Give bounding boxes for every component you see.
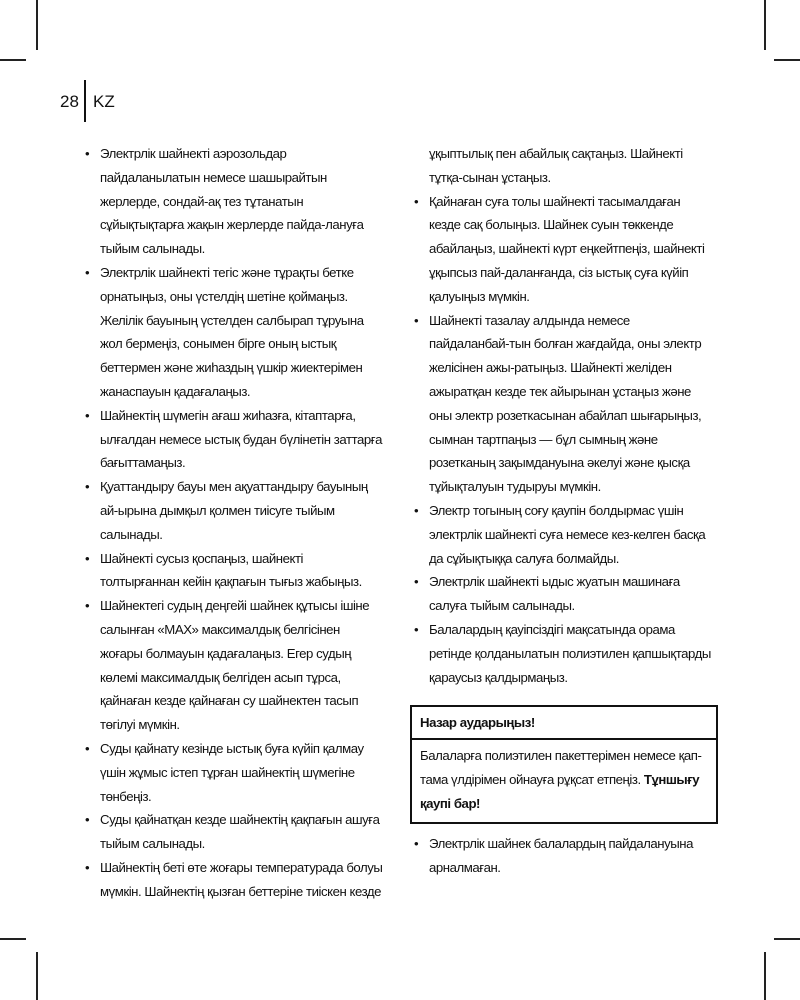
warning-title: Назар аударыңыз! (420, 715, 535, 731)
crop-mark (764, 952, 766, 1000)
header-divider (84, 80, 86, 122)
list-item: • Шайнекті сусыз қоспаңыз, шайнекті толтырғаннан кейін қақпағын тығыз жабыңыз. (83, 547, 383, 595)
warning-box (410, 705, 718, 823)
list-item: • Суды қайнату кезінде ыстық буға күйіп қалмау үшін жұмыс істеп тұрған шайнектің шүмегіне төнбеңіз. (83, 737, 383, 808)
list-item: • Қуаттандыру бауы мен ақуаттандыру бауының ай-ырына дымқыл қолмен тиісуге тыйым салынады. (83, 475, 383, 546)
list-item: • Электрлік шайнек балалардың пайдалануына арналмаған. (412, 832, 712, 880)
crop-mark (0, 59, 26, 61)
language-code: KZ (93, 92, 115, 111)
list-item: • Суды қайнатқан кезде шайнектің қақпағын ашуға тыйым салынады. (83, 808, 383, 856)
warning-text (420, 744, 708, 815)
list-item: • Электрлік шайнекті аэрозольдар пайдаланылатын немесе шашырайтын жерлерде, сондай-ақ тез тұтанатын сұйықтықтарға жақын жерлерде пайда-лануға тыйым салынады. (83, 142, 383, 261)
warning-divider (412, 738, 716, 740)
list-item: • Шайнектің беті өте жоғары температурада болуы мүмкін. Шайнектің қызған беттеріне тиіскен кезде (83, 856, 383, 904)
crop-mark (36, 0, 38, 50)
crop-mark (0, 938, 26, 940)
left-bullet-list (83, 142, 383, 904)
list-item: • Балалардың қауіпсіздігі мақсатында орама ретінде қолданылатын полиэтилен қапшықтарды қараусыз қалдырмаңыз. (412, 618, 712, 689)
crop-mark (774, 59, 800, 61)
list-item: • Электр тогының соғу қаупін болдырмас үшін электрлік шайнекті суға немесе кез-келген басқа да сұйықтыққа салуға болмайды. (412, 499, 712, 570)
list-item: • Шайнектің шүмегін ағаш жиһазға, кітаптарға, ылғалдан немесе ыстық будан бүлінетін заттарға бағыттамаңыз. (83, 404, 383, 475)
warning-emphasis: Тұншығу қаупі бар! (420, 772, 700, 811)
left-column (83, 142, 383, 904)
crop-mark (764, 0, 766, 50)
crop-mark (774, 938, 800, 940)
right-column (412, 142, 712, 879)
page-number: 28 (60, 92, 79, 111)
list-item: • Электрлік шайнекті ыдыс жуатын машинаға салуға тыйым салынады. (412, 570, 712, 618)
right-bullet-list-after (412, 832, 712, 880)
list-item: • Шайнектегі судың деңгейі шайнек құтысы ішіне салынған «MAX» максималдық белгісінен жоғары болмауын қадағалаңыз. Егер судың көлемі максималдық белгіден асып тұрса, қайнаған кезде қайнаған су шайнектен тасып төгілуі мүмкін. (83, 594, 383, 737)
right-bullet-list (412, 142, 712, 689)
crop-mark (36, 952, 38, 1000)
list-item-continuation: ұқыптылық пен абайлық сақтаңыз. Шайнекті тұтқа-сынан ұстаңыз. (429, 146, 683, 185)
list-item: • Шайнекті тазалау алдында немесе пайдаланбай-тын болған жағдайда, оны электр желісінен ажы-ратыңыз. Шайнекті желіден ажыратқан кезде тек айырынан ұстаңыз және оны электр розеткасынан абайлап шығарыңыз, сымнан тартпаңыз — бұл сымның және розетканың зақымдануына әкелуі және қысқа тұйықталуын тудыруы мүмкін. (412, 309, 712, 499)
warning-body: Балаларға полиэтилен пакеттерімен немесе қап-тама үлдірімен ойнауға рұқсат етпеңіз. (420, 748, 702, 788)
list-item: • Қайнаған суға толы шайнекті тасымалдаған кезде сақ болыңыз. Шайнек суын төккенде абайлаңыз, шайнекті күрт еңкейтпеңіз, шайнекті ұқыпсыз пай-даланғанда, сіз ыстық суға күйіп қалуыңыз мүмкін. (412, 190, 712, 309)
list-item: • Электрлік шайнекті тегіс және тұрақты бетке орнатыңыз, оны үстелдің шетіне қоймаңыз. Желілік бауының үстелден салбырап тұруына жол бермеңіз, сонымен бірге оның ыстық беттермен және жиһаздың үшкір жиектерімен жанаспауын қадағалаңыз. (83, 261, 383, 404)
